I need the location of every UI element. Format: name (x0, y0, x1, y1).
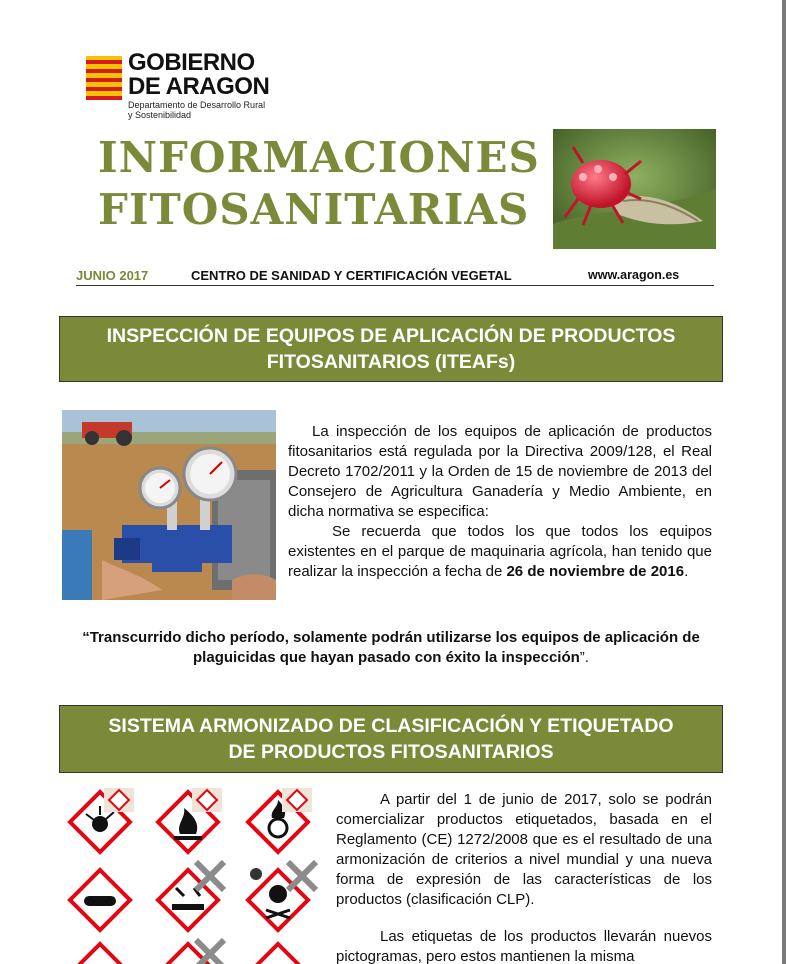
iteaf-regulation-paragraph: La inspección de los equipos de aplicación de productos fitosanitarios está regulada por la Directiva 2009/128, el Real Decreto 1702/2011 y la Orden de 15 de noviembre de 2013 del Consejero de Agricultura Ganadería y Medio Ambiente, en dicha normativa se especifica: (288, 423, 712, 520)
section2-heading-line-1: SISTEMA ARMONIZADO DE CLASIFICACIÓN Y ETIQUETADO (108, 715, 674, 737)
exploding-bomb-icon (70, 788, 134, 852)
logo-department (128, 100, 265, 120)
page-edge (782, 0, 786, 964)
title-line-1: INFORMACIONES (98, 133, 540, 182)
sprayer-inspection-photo (62, 410, 276, 600)
issue-date: JUNIO 2017 (76, 268, 149, 283)
ghs-labels-paragraph: Las etiquetas de los productos llevarán nuevos pictogramas, pero estos mantienen la misma (336, 928, 712, 964)
aragon-flag-icon (86, 56, 122, 100)
department-line-2: y Sostenibilidad (128, 110, 192, 120)
department-line-1: Departamento de Desarrollo Rural (128, 100, 266, 110)
section-heading-iteaf (59, 316, 723, 382)
section-heading-ghs (59, 705, 723, 773)
regulation-quote (75, 628, 707, 668)
ghs-pictograms-grid (66, 784, 326, 964)
website-link[interactable]: www.aragon.es (588, 268, 680, 282)
red-mite-photo (553, 129, 716, 249)
gas-cylinder-icon (70, 870, 130, 930)
quote-text: “Transcurrido dicho período, solamente podrán utilizarse los equipos de aplicación de plaguicidas que hayan pasado con éxito la inspección (82, 629, 700, 666)
corrosion-icon (158, 862, 224, 930)
iteaf-deadline-paragraph (288, 522, 712, 582)
issue-info-bar (76, 268, 714, 286)
logo-line-1: GOBIERNO (128, 49, 255, 76)
logo-line-2: DE ARAGON (128, 73, 270, 100)
section2-heading-line-2: DE PRODUCTOS FITOSANITARIOS (228, 741, 554, 763)
section1-heading-line-1: INSPECCIÓN DE EQUIPOS DE APLICACIÓN DE PRODUCTOS (106, 325, 676, 347)
ghs-intro-paragraph: A partir del 1 de junio de 2017, solo se podrán comercializar productos etiquetados, basada en el Reglamento (CE) 1272/2008 que es el resultado de una armonización de criterios a nivel mundial y una nueva forma de expresión de las características de los productos (clasificación CLP). (336, 791, 712, 908)
flame-icon (158, 788, 222, 852)
issuing-center: CENTRO DE SANIDAD Y CERTIFICACIÓN VEGETAL (191, 268, 512, 283)
deadline-date: 26 de noviembre de 2016 (506, 563, 685, 580)
flame-over-circle-icon (248, 788, 312, 852)
title-line-2: FITOSANITARIAS (98, 185, 530, 234)
page-title (98, 132, 540, 236)
gobierno-aragon-logo (80, 48, 280, 122)
quote-end: ”. (579, 649, 589, 666)
deadline-text: Se recuerda que todos los que todos los equipos existentes en el parque de maquinaria agrícola, han tenido que realizar la inspección a fecha de (288, 523, 712, 580)
section1-heading-line-2: FITOSANITARIOS (ITEAFs) (266, 351, 516, 373)
deadline-end: . (684, 563, 689, 580)
skull-crossbones-icon (248, 862, 316, 930)
